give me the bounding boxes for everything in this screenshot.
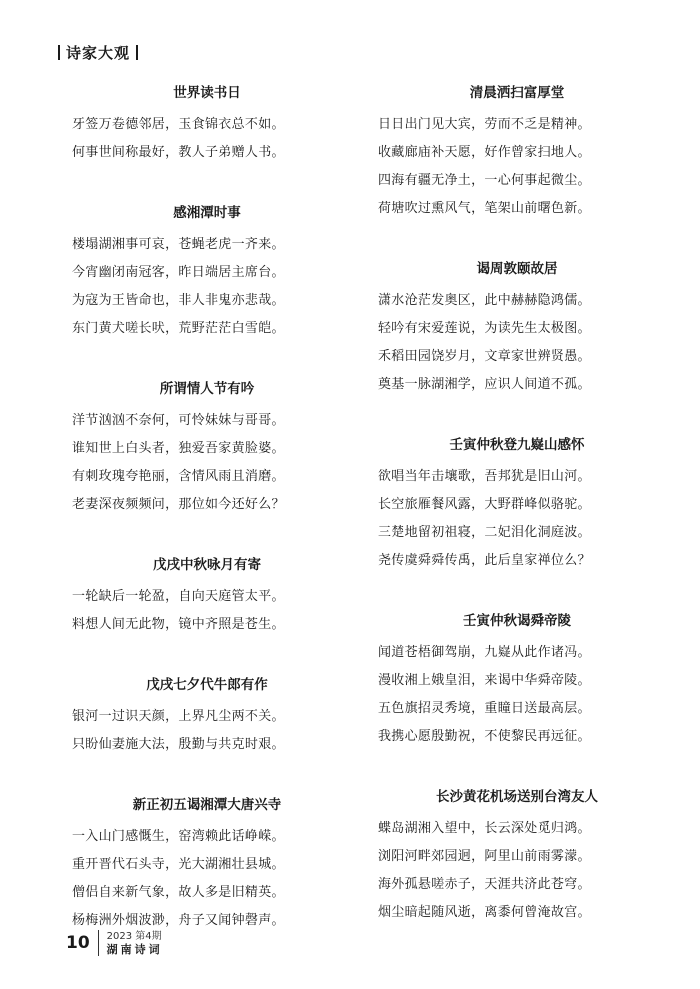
poem-line: 今宵幽闭南冠客，昨日端居主席台。 [72,265,285,280]
right-column [378,82,656,927]
poem-line: 禾稻田园饶岁月，文章家世辨贤愚。 [378,349,591,364]
poem-line: 料想人间无此物，镜中齐照是苍生。 [72,617,285,632]
poem-line: 一轮缺后一轮盈，自向天庭管太平。 [72,589,285,604]
poem-title: 壬寅仲秋谒舜帝陵 [463,613,571,629]
poem-gap [378,751,656,786]
poem-line: 东门黄犬嗟长吠，荒野茫茫白雪皑。 [72,321,285,336]
poem-line: 日日出门见大宾，劳而不乏是精神。 [378,117,591,132]
poem-title: 戊戌中秋咏月有寄 [153,557,261,573]
footer-journal-title: 湖南诗词 [106,943,163,956]
poem-title: 长沙黄花机场送别台湾友人 [436,789,598,805]
poem [378,786,656,927]
poem [378,610,656,751]
poem-title: 新正初五谒湘潭大唐兴寺 [132,797,282,813]
poem-line: 老妻深夜频频问，那位如今还好么？ [72,497,285,512]
page-footer [66,930,163,956]
poem-line: 四海有疆无净土，一心何事起微尘。 [378,173,591,188]
poem-line: 一入山门感慨生，窑湾赖此话峥嵘。 [72,829,285,844]
poem-line: 荷塘吹过熏风气，笔架山前曙色新。 [378,201,591,216]
poem-title: 所谓情人节有吟 [159,381,255,397]
footer-text [107,930,163,956]
left-column [72,82,342,935]
poem-line: 长空旅雁餐风露，大野群峰似骆驼。 [378,497,591,512]
poem-line: 潇水沧茫发奥区，此中赫赫隐鸿儒。 [378,293,591,308]
poem-line: 杨梅洲外烟波渺，舟子又闻钟磬声。 [72,913,285,928]
poem-title: 感湘潭时事 [173,205,241,221]
poem-title: 世界读书日 [173,85,241,101]
poem-line: 有刺玫瑰夸艳丽，含情风雨且消磨。 [72,469,285,484]
poem-line: 尧传虞舜舜传禹，此后皇家禅位么？ [378,553,591,568]
poem [72,554,342,639]
poem-line: 楼塌湖湘事可哀，苍蝇老虎一齐来。 [72,237,285,252]
poem [378,258,656,399]
poem-line: 僧侣自来新气象，故人多是旧精英。 [72,885,285,900]
poem-line: 欲唱当年击壤歌，吾邦犹是旧山河。 [378,469,591,484]
poem-line: 轻吟有宋爱莲说，为读先生太极图。 [378,321,591,336]
poem-line: 海外孤悬嗟赤子，天涯共济此苍穹。 [378,877,591,892]
poem-gap [72,343,342,378]
poem-gap [72,639,342,674]
poem-line: 闻道苍梧御驾崩，九嶷从此作诸冯。 [378,645,591,660]
poem-gap [378,575,656,610]
poem-line: 洋节汹汹不奈何，可怜妹妹与哥哥。 [72,413,285,428]
header-left-bar [58,45,60,60]
poem-title: 戊戌七夕代牛郎有作 [146,677,268,693]
poem-line: 为寇为王皆命也，非人非鬼亦悲哉。 [72,293,285,308]
poem-title: 壬寅仲秋登九嶷山感怀 [449,437,585,453]
poem-line: 五色旗招灵秀境，重瞳日送最高层。 [378,701,591,716]
poem-line: 牙签万卷德邻居，玉食锦衣总不如。 [72,117,285,132]
section-header [58,42,138,63]
poem-line: 收藏廊庙补天愿，好作曾家扫地人。 [378,145,591,160]
poem-gap [378,399,656,434]
poem-gap [72,167,342,202]
poem-gap [72,759,342,794]
poem-line: 漫收湘上娥皇泪，来谒中华舜帝陵。 [378,673,591,688]
poem [72,378,342,519]
poem-line: 三楚地留初祖寝，二妃泪化洞庭波。 [378,525,591,540]
poem-title: 谒周敦颐故居 [476,261,558,277]
poem-line: 重开晋代石头寺，光大湖湘壮县城。 [72,857,285,872]
page-number: 10 [66,933,90,953]
poem [72,82,342,167]
poem [72,202,342,343]
poem [72,674,342,759]
poem-line: 银河一过识天颜，上界凡尘两不关。 [72,709,285,724]
poem-line: 只盼仙妻施大法，殷勤与共克时艰。 [72,737,285,752]
poem-title: 清晨洒扫富厚堂 [469,85,565,101]
poem [378,82,656,223]
section-title: 诗家大观 [66,44,131,62]
footer-divider [98,930,99,956]
poem [72,794,342,935]
poem-line: 蝶岛湖湘入望中，长云深处觅归鸿。 [378,821,591,836]
poem-gap [72,519,342,554]
poem-line: 浏阳河畔郊园迥，阿里山前雨雾濛。 [378,849,591,864]
poem-line: 何事世间称最好，教人子弟赠人书。 [72,145,285,160]
footer-issue: 2023 第4期 [106,931,162,942]
poem [378,434,656,575]
poem-line: 奠基一脉湖湘学，应识人间道不孤。 [378,377,591,392]
poem-line: 烟尘暗起随风逝，离黍何曾淹故宫。 [378,905,591,920]
poem-gap [378,223,656,258]
poem-line: 谁知世上白头者，独爱吾家黄脸婆。 [72,441,285,456]
poem-line: 我携心愿殷勤祝，不使黎民再远征。 [378,729,591,744]
header-right-bar [136,45,138,60]
